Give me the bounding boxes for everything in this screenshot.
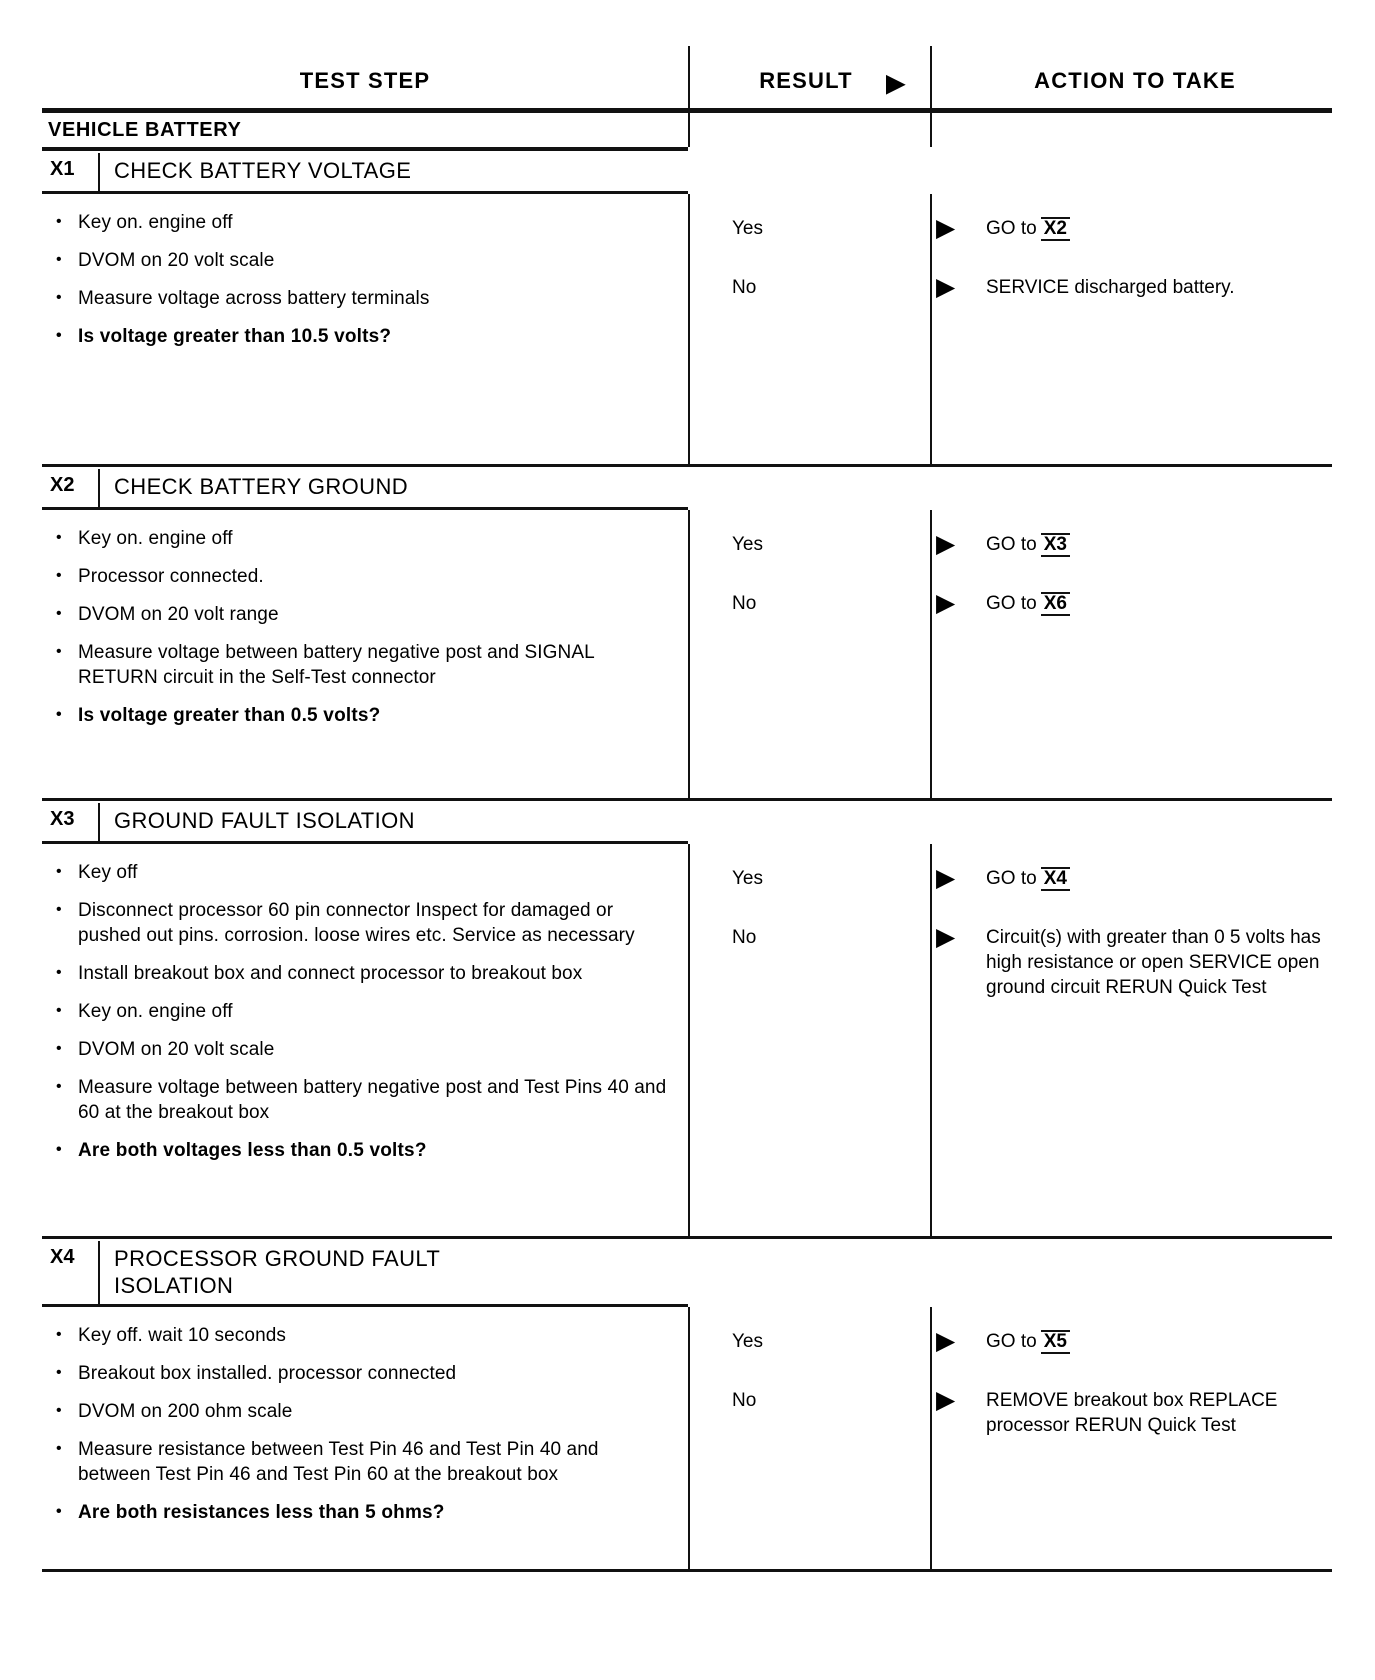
list-item: • Key on. engine off bbox=[52, 526, 674, 551]
group-title-row bbox=[42, 113, 1332, 147]
step-x4-action-column bbox=[930, 1307, 1332, 1569]
test-step-x3 bbox=[42, 801, 1332, 1239]
step-head-x3 bbox=[42, 801, 688, 844]
action-no bbox=[930, 925, 1322, 1000]
header-triangle-right-icon: ▶ bbox=[886, 70, 906, 97]
step-reference-link[interactable]: X2 bbox=[1041, 217, 1070, 241]
step-reference-link[interactable]: X4 bbox=[1041, 867, 1070, 891]
action-gap bbox=[930, 241, 1322, 275]
step-x3-bullet-list bbox=[52, 860, 674, 1163]
table-bottom-rule bbox=[42, 1569, 1332, 1572]
pinpoint-test-table bbox=[42, 46, 1332, 1572]
step-title-x1: CHECK BATTERY VOLTAGE bbox=[114, 158, 412, 183]
action-gap bbox=[930, 891, 1322, 925]
column-divider-1-x4 bbox=[688, 1307, 690, 1569]
step-x1-test-column bbox=[42, 194, 688, 464]
step-id-x4: X4 bbox=[50, 1246, 75, 1268]
step-x1-result-column bbox=[688, 194, 930, 464]
step-x4-question: • Are both resistances less than 5 ohms? bbox=[52, 1500, 674, 1525]
triangle-right-icon: ▶ bbox=[936, 1386, 956, 1414]
triangle-right-icon: ▶ bbox=[936, 214, 956, 242]
step-id-x2: X2 bbox=[50, 474, 75, 496]
list-item: • Breakout box installed. processor connected bbox=[52, 1361, 674, 1386]
step-x1-bullet-list bbox=[52, 210, 674, 349]
triangle-right-icon: ▶ bbox=[936, 530, 956, 558]
action-yes-prefix: GO to bbox=[986, 218, 1037, 239]
action-no bbox=[930, 275, 1322, 300]
step-x2-test-column bbox=[42, 510, 688, 798]
action-gap bbox=[930, 1354, 1322, 1388]
column-divider-1-x2 bbox=[688, 510, 690, 798]
step-title-x4: PROCESSOR GROUND FAULT ISOLATION bbox=[114, 1246, 440, 1298]
action-yes-text bbox=[986, 532, 1322, 557]
step-x1-action-column bbox=[930, 194, 1332, 464]
column-divider-1 bbox=[688, 46, 690, 108]
result-no: No bbox=[732, 1390, 757, 1411]
step-x4-test-column bbox=[42, 1307, 688, 1569]
column-divider-2 bbox=[930, 46, 932, 108]
action-yes-text bbox=[986, 216, 1322, 241]
column-divider-2-x1 bbox=[930, 194, 932, 464]
column-divider-2-x2 bbox=[930, 510, 932, 798]
column-divider-2-x4 bbox=[930, 1307, 932, 1569]
step-body-x2 bbox=[42, 510, 1332, 798]
test-step-x4 bbox=[42, 1239, 1332, 1572]
action-yes-prefix: GO to bbox=[986, 534, 1037, 555]
group-title: VEHICLE BATTERY bbox=[48, 119, 242, 141]
triangle-right-icon: ▶ bbox=[936, 864, 956, 892]
action-yes-text bbox=[986, 866, 1322, 891]
step-head-x1 bbox=[42, 151, 688, 194]
column-header-test-step: TEST STEP bbox=[299, 68, 431, 93]
step-x2-bullet-list bbox=[52, 526, 674, 728]
result-no: No bbox=[732, 277, 757, 298]
result-yes: Yes bbox=[732, 534, 763, 555]
step-head-x4 bbox=[42, 1239, 688, 1307]
action-yes bbox=[930, 216, 1322, 241]
action-yes bbox=[930, 1329, 1322, 1354]
step-x4-result-column bbox=[688, 1307, 930, 1569]
column-header-result bbox=[688, 68, 930, 108]
list-item: • Processor connected. bbox=[52, 564, 674, 589]
action-no-text: Circuit(s) with greater than 0 5 volts has high resistance or open SERVICE open ground circuit RERUN Quick Test bbox=[986, 927, 1321, 998]
step-reference-link[interactable]: X5 bbox=[1041, 1330, 1070, 1354]
step-id-x1: X1 bbox=[50, 158, 75, 180]
step-x2-result-column bbox=[688, 510, 930, 798]
step-title-x3: GROUND FAULT ISOLATION bbox=[114, 808, 415, 833]
step-x1-question: • Is voltage greater than 10.5 volts? bbox=[52, 324, 674, 349]
triangle-right-icon: ▶ bbox=[936, 923, 956, 951]
step-x2-action-column bbox=[930, 510, 1332, 798]
column-divider-1-x3 bbox=[688, 844, 690, 1236]
step-x4-bullet-list bbox=[52, 1323, 674, 1525]
list-item: • Key off. wait 10 seconds bbox=[52, 1323, 674, 1348]
list-item: • Key on. engine off bbox=[52, 999, 674, 1024]
list-item: • DVOM on 20 volt scale bbox=[52, 1037, 674, 1062]
result-yes: Yes bbox=[732, 218, 763, 239]
column-divider-1-group bbox=[688, 113, 690, 147]
step-reference-link[interactable]: X3 bbox=[1041, 533, 1070, 557]
action-yes-text bbox=[986, 1329, 1322, 1354]
column-divider-1-x1 bbox=[688, 194, 690, 464]
triangle-right-icon: ▶ bbox=[936, 273, 956, 301]
list-item: • Key on. engine off bbox=[52, 210, 674, 235]
column-divider-2-group bbox=[930, 113, 932, 147]
action-yes bbox=[930, 866, 1322, 891]
list-item: • Measure voltage across battery terminals bbox=[52, 286, 674, 311]
column-divider-2-x3 bbox=[930, 844, 932, 1236]
list-item: • DVOM on 200 ohm scale bbox=[52, 1399, 674, 1424]
action-no-text: SERVICE discharged battery. bbox=[986, 277, 1235, 298]
step-body-x3 bbox=[42, 844, 1332, 1236]
step-x2-question: • Is voltage greater than 0.5 volts? bbox=[52, 703, 674, 728]
list-item: • Measure resistance between Test Pin 46 and Test Pin 40 and between Test Pin 46 and Test Pin 60 at the breakout box bbox=[52, 1437, 674, 1487]
result-gap bbox=[732, 557, 920, 591]
result-gap bbox=[732, 1354, 920, 1388]
column-header-action-to-take: ACTION TO TAKE bbox=[1034, 68, 1236, 93]
action-yes-prefix: GO to bbox=[986, 1331, 1037, 1352]
result-gap bbox=[732, 891, 920, 925]
list-item: • Measure voltage between battery negative post and Test Pins 40 and 60 at the breakout box bbox=[52, 1075, 674, 1125]
action-no-text bbox=[986, 591, 1322, 616]
column-header-result-label: RESULT bbox=[759, 68, 853, 93]
step-body-x1 bbox=[42, 194, 1332, 464]
step-head-x2 bbox=[42, 467, 688, 510]
action-yes-prefix: GO to bbox=[986, 868, 1037, 889]
action-no-prefix: GO to bbox=[986, 593, 1037, 614]
action-no bbox=[930, 1388, 1322, 1438]
step-title-x2: CHECK BATTERY GROUND bbox=[114, 474, 409, 499]
result-no: No bbox=[732, 927, 757, 948]
action-gap bbox=[930, 557, 1322, 591]
action-no bbox=[930, 591, 1322, 616]
step-reference-link[interactable]: X6 bbox=[1041, 592, 1070, 616]
action-no-text: REMOVE breakout box REPLACE processor RERUN Quick Test bbox=[986, 1390, 1278, 1436]
table-header-row bbox=[42, 46, 1332, 108]
result-yes: Yes bbox=[732, 868, 763, 889]
list-item: • Disconnect processor 60 pin connector Inspect for damaged or pushed out pins. corrosion. loose wires etc. Service as necessary bbox=[52, 898, 674, 948]
test-step-x1 bbox=[42, 151, 1332, 467]
test-step-x2 bbox=[42, 467, 1332, 801]
step-x3-result-column bbox=[688, 844, 930, 1236]
step-x3-action-column bbox=[930, 844, 1332, 1236]
list-item: • Measure voltage between battery negative post and SIGNAL RETURN circuit in the Self-Test connector bbox=[52, 640, 674, 690]
list-item: • Key off bbox=[52, 860, 674, 885]
list-item: • DVOM on 20 volt range bbox=[52, 602, 674, 627]
step-x3-test-column bbox=[42, 844, 688, 1236]
step-body-x4 bbox=[42, 1307, 1332, 1569]
list-item: • Install breakout box and connect processor to breakout box bbox=[52, 961, 674, 986]
list-item: • DVOM on 20 volt scale bbox=[52, 248, 674, 273]
result-yes: Yes bbox=[732, 1331, 763, 1352]
step-id-x3: X3 bbox=[50, 808, 75, 830]
result-no: No bbox=[732, 593, 757, 614]
step-x3-question: • Are both voltages less than 0.5 volts? bbox=[52, 1138, 674, 1163]
action-yes bbox=[930, 532, 1322, 557]
triangle-right-icon: ▶ bbox=[936, 1327, 956, 1355]
result-gap bbox=[732, 241, 920, 275]
triangle-right-icon: ▶ bbox=[936, 589, 956, 617]
